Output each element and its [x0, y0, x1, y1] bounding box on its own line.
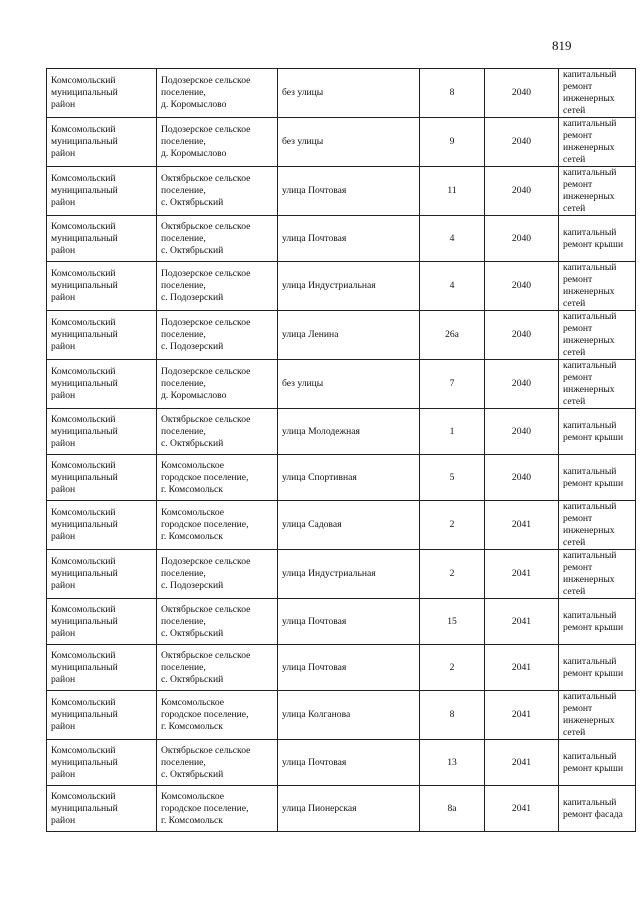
repair-year-cell: 2040 — [485, 216, 559, 262]
district-cell-line: район — [51, 673, 76, 685]
district-cell-line: Комсомольский — [51, 790, 116, 802]
district-cell — [47, 691, 157, 740]
house-number-cell: 2 — [420, 501, 485, 550]
repair-year-cell: 2041 — [485, 740, 559, 786]
district-cell-line: муниципальный — [51, 185, 118, 196]
settlement-cell — [157, 691, 278, 740]
work-type-cell-line: капитальный — [563, 118, 617, 129]
work-type-cell-line: инженерных — [563, 574, 615, 585]
district-cell-line: муниципальный — [51, 378, 118, 389]
settlement-cell-line: с. Подозерский — [161, 292, 224, 303]
district-cell-line: муниципальный — [51, 519, 118, 530]
work-type-cell — [559, 691, 636, 740]
work-type-cell — [559, 69, 636, 118]
settlement-cell-line: поселение, — [161, 136, 206, 147]
work-type-cell-line: ремонт крыши — [563, 431, 624, 443]
work-type-cell — [559, 550, 636, 599]
settlement-cell-line: Комсомольское — [161, 459, 224, 471]
settlement-cell-line: городское поселение, — [161, 519, 249, 530]
work-type-cell — [559, 216, 636, 262]
district-cell-line: муниципальный — [51, 568, 118, 579]
house-number-cell: 1 — [420, 409, 485, 455]
work-type-cell — [559, 501, 636, 550]
settlement-cell-line: Подозерское сельское — [161, 317, 251, 328]
work-type-cell-line: капитальный — [563, 796, 617, 808]
street-cell: без улицы — [278, 69, 420, 118]
work-type-cell-line: инженерных — [563, 93, 615, 104]
district-cell-line: Комсомольский — [51, 649, 116, 661]
house-number-cell: 26а — [420, 311, 485, 360]
street-cell: улица Почтовая — [278, 167, 420, 216]
settlement-cell — [157, 786, 278, 832]
settlement-cell-line: Октябрьское сельское — [161, 413, 251, 425]
district-cell-line: муниципальный — [51, 280, 118, 291]
table-row — [47, 599, 636, 645]
settlement-cell — [157, 599, 278, 645]
settlement-cell-line: поселение, — [161, 280, 206, 291]
district-cell — [47, 501, 157, 550]
street-cell: улица Почтовая — [278, 216, 420, 262]
work-type-cell — [559, 645, 636, 691]
settlement-cell-line: г. Комсомольск — [161, 483, 223, 495]
settlement-cell — [157, 501, 278, 550]
repair-year-cell: 2040 — [485, 311, 559, 360]
work-type-cell-line: сетей — [563, 154, 586, 165]
work-type-cell-line: капитальный — [563, 311, 617, 322]
district-cell-line: Комсомольский — [51, 75, 116, 86]
district-cell — [47, 409, 157, 455]
work-type-cell-line: ремонт — [563, 130, 593, 141]
work-type-cell-line: ремонт — [563, 703, 593, 714]
district-cell-line: Комсомольский — [51, 507, 116, 518]
district-cell-line: район — [51, 341, 76, 352]
settlement-cell-line: поселение, — [161, 756, 206, 768]
work-type-cell-line: сетей — [563, 203, 586, 214]
repair-year-cell: 2040 — [485, 262, 559, 311]
work-type-cell-line: сетей — [563, 347, 586, 358]
settlement-cell-line: г. Комсомольск — [161, 721, 223, 732]
work-type-cell-line: капитальный — [563, 501, 617, 512]
district-cell — [47, 69, 157, 118]
district-cell — [47, 786, 157, 832]
work-type-cell-line: капитальный — [563, 691, 617, 702]
repair-year-cell: 2040 — [485, 118, 559, 167]
settlement-cell-line: г. Комсомольск — [161, 531, 223, 542]
work-type-cell-line: капитальный — [563, 167, 617, 178]
district-cell-line: район — [51, 483, 76, 495]
district-cell-line: район — [51, 99, 76, 110]
district-cell — [47, 311, 157, 360]
district-cell-line: Комсомольский — [51, 459, 116, 471]
district-cell — [47, 455, 157, 501]
district-cell-line: Комсомольский — [51, 366, 116, 377]
district-cell — [47, 216, 157, 262]
table-row — [47, 501, 636, 550]
settlement-cell-line: д. Коромыслово — [161, 99, 227, 110]
street-cell: улица Спортивная — [278, 455, 420, 501]
work-type-cell-line: капитальный — [563, 465, 617, 477]
house-number-cell: 8 — [420, 69, 485, 118]
work-type-cell-line: инженерных — [563, 142, 615, 153]
house-number-cell: 4 — [420, 216, 485, 262]
house-number-cell: 4 — [420, 262, 485, 311]
street-cell: улица Индустриальная — [278, 550, 420, 599]
work-type-cell-line: инженерных — [563, 335, 615, 346]
work-type-cell — [559, 262, 636, 311]
district-cell — [47, 262, 157, 311]
repair-year-cell: 2040 — [485, 69, 559, 118]
work-type-cell-line: ремонт — [563, 513, 593, 524]
work-type-cell-line: сетей — [563, 105, 586, 116]
district-cell-line: Комсомольский — [51, 173, 116, 184]
settlement-cell-line: с. Октябрьский — [161, 437, 224, 449]
settlement-cell-line: поселение, — [161, 329, 206, 340]
page-number: 819 — [552, 38, 572, 53]
work-type-cell — [559, 409, 636, 455]
work-type-cell-line: сетей — [563, 396, 586, 407]
settlement-cell — [157, 740, 278, 786]
street-cell: улица Садовая — [278, 501, 420, 550]
work-type-cell-line: ремонт крыши — [563, 667, 624, 679]
house-number-cell: 11 — [420, 167, 485, 216]
house-number-cell: 2 — [420, 550, 485, 599]
district-cell-line: район — [51, 244, 76, 256]
work-type-cell-line: сетей — [563, 586, 586, 597]
work-type-cell — [559, 360, 636, 409]
district-cell — [47, 599, 157, 645]
work-type-cell — [559, 311, 636, 360]
settlement-cell — [157, 455, 278, 501]
settlement-cell-line: с. Октябрьский — [161, 673, 224, 685]
work-type-cell-line: капитальный — [563, 655, 617, 667]
repair-year-cell: 2041 — [485, 786, 559, 832]
repair-year-cell: 2041 — [485, 599, 559, 645]
district-cell-line: район — [51, 721, 76, 732]
work-type-cell-line: ремонт — [563, 323, 593, 334]
repair-year-cell: 2040 — [485, 167, 559, 216]
settlement-cell-line: поселение, — [161, 185, 206, 196]
district-cell-line: Комсомольский — [51, 124, 116, 135]
repair-year-cell: 2041 — [485, 501, 559, 550]
table-row — [47, 645, 636, 691]
settlement-cell-line: Октябрьское сельское — [161, 220, 251, 232]
work-type-cell-line: ремонт — [563, 179, 593, 190]
work-type-cell-line: капитальный — [563, 360, 617, 371]
work-type-cell-line: ремонт — [563, 562, 593, 573]
settlement-cell — [157, 409, 278, 455]
settlement-cell-line: городское поселение, — [161, 471, 249, 483]
settlement-cell-line: Октябрьское сельское — [161, 649, 251, 661]
settlement-cell-line: поселение, — [161, 378, 206, 389]
house-number-cell: 8 — [420, 691, 485, 740]
street-cell: улица Молодежная — [278, 409, 420, 455]
district-cell-line: муниципальный — [51, 802, 118, 814]
settlement-cell-line: Октябрьское сельское — [161, 173, 251, 184]
street-cell: улица Почтовая — [278, 740, 420, 786]
table-row — [47, 311, 636, 360]
work-type-cell-line: ремонт крыши — [563, 477, 624, 489]
repair-year-cell: 2041 — [485, 645, 559, 691]
work-type-cell — [559, 786, 636, 832]
district-cell — [47, 118, 157, 167]
district-cell-line: Комсомольский — [51, 556, 116, 567]
settlement-cell-line: с. Октябрьский — [161, 197, 224, 208]
work-type-cell-line: капитальный — [563, 550, 617, 561]
district-cell-line: район — [51, 627, 76, 639]
work-type-cell-line: сетей — [563, 298, 586, 309]
district-cell-line: Комсомольский — [51, 744, 116, 756]
settlement-cell-line: городское поселение, — [161, 709, 249, 720]
settlement-cell-line: городское поселение, — [161, 802, 249, 814]
table-row — [47, 167, 636, 216]
work-type-cell — [559, 740, 636, 786]
district-cell-line: муниципальный — [51, 709, 118, 720]
house-number-cell: 13 — [420, 740, 485, 786]
street-cell: без улицы — [278, 118, 420, 167]
settlement-cell-line: д. Коромыслово — [161, 390, 227, 401]
street-cell: улица Почтовая — [278, 645, 420, 691]
work-type-cell — [559, 455, 636, 501]
settlement-cell-line: Подозерское сельское — [161, 366, 251, 377]
work-type-cell-line: инженерных — [563, 191, 615, 202]
table-row — [47, 550, 636, 599]
district-cell-line: район — [51, 197, 76, 208]
district-cell-line: муниципальный — [51, 232, 118, 244]
work-type-cell-line: сетей — [563, 537, 586, 548]
district-cell-line: муниципальный — [51, 329, 118, 340]
house-number-cell: 7 — [420, 360, 485, 409]
work-type-cell-line: ремонт — [563, 274, 593, 285]
work-type-cell-line: инженерных — [563, 384, 615, 395]
district-cell-line: муниципальный — [51, 471, 118, 483]
work-type-cell — [559, 167, 636, 216]
settlement-cell — [157, 216, 278, 262]
work-type-cell — [559, 599, 636, 645]
street-cell: улица Индустриальная — [278, 262, 420, 311]
housing-repair-table — [46, 68, 636, 832]
settlement-cell-line: Подозерское сельское — [161, 75, 251, 86]
work-type-cell-line: инженерных — [563, 715, 615, 726]
settlement-cell-line: поселение, — [161, 568, 206, 579]
district-cell — [47, 645, 157, 691]
work-type-cell-line: ремонт — [563, 372, 593, 383]
settlement-cell — [157, 262, 278, 311]
district-cell-line: муниципальный — [51, 87, 118, 98]
settlement-cell — [157, 360, 278, 409]
settlement-cell-line: Комсомольское — [161, 790, 224, 802]
work-type-cell-line: инженерных — [563, 286, 615, 297]
settlement-cell — [157, 311, 278, 360]
district-cell — [47, 740, 157, 786]
work-type-cell-line: ремонт крыши — [563, 238, 624, 250]
district-cell-line: район — [51, 814, 76, 826]
repair-year-cell: 2040 — [485, 360, 559, 409]
district-cell-line: район — [51, 437, 76, 449]
table-row — [47, 691, 636, 740]
repair-year-cell: 2041 — [485, 691, 559, 740]
settlement-cell — [157, 645, 278, 691]
settlement-cell-line: Подозерское сельское — [161, 268, 251, 279]
street-cell: улица Пионерская — [278, 786, 420, 832]
settlement-cell-line: Комсомольское — [161, 697, 224, 708]
work-type-cell-line: капитальный — [563, 262, 617, 273]
district-cell-line: Комсомольский — [51, 413, 116, 425]
district-cell-line: муниципальный — [51, 756, 118, 768]
settlement-cell — [157, 118, 278, 167]
district-cell-line: район — [51, 768, 76, 780]
district-cell-line: район — [51, 390, 76, 401]
table-row — [47, 216, 636, 262]
table-row — [47, 360, 636, 409]
work-type-cell-line: ремонт крыши — [563, 621, 624, 633]
district-cell-line: муниципальный — [51, 136, 118, 147]
district-cell-line: Комсомольский — [51, 268, 116, 279]
district-cell — [47, 550, 157, 599]
house-number-cell: 9 — [420, 118, 485, 167]
district-cell-line: Комсомольский — [51, 220, 116, 232]
house-number-cell: 15 — [420, 599, 485, 645]
work-type-cell-line: капитальный — [563, 609, 617, 621]
table-row — [47, 455, 636, 501]
settlement-cell-line: Подозерское сельское — [161, 556, 251, 567]
district-cell — [47, 360, 157, 409]
street-cell: улица Ленина — [278, 311, 420, 360]
district-cell-line: муниципальный — [51, 615, 118, 627]
settlement-cell-line: Октябрьское сельское — [161, 744, 251, 756]
district-cell-line: Комсомольский — [51, 697, 116, 708]
district-cell-line: район — [51, 580, 76, 591]
district-cell-line: район — [51, 148, 76, 159]
settlement-cell — [157, 69, 278, 118]
settlement-cell-line: поселение, — [161, 425, 206, 437]
table-row — [47, 786, 636, 832]
district-cell-line: район — [51, 531, 76, 542]
district-cell-line: район — [51, 292, 76, 303]
settlement-cell-line: Октябрьское сельское — [161, 603, 251, 615]
settlement-cell-line: с. Октябрьский — [161, 768, 224, 780]
table-row — [47, 262, 636, 311]
settlement-cell-line: с. Октябрьский — [161, 627, 224, 639]
work-type-cell-line: капитальный — [563, 419, 617, 431]
settlement-cell-line: Подозерское сельское — [161, 124, 251, 135]
work-type-cell-line: сетей — [563, 727, 586, 738]
work-type-cell-line: ремонт фасада — [563, 808, 623, 820]
district-cell-line: Комсомольский — [51, 603, 116, 615]
district-cell-line: муниципальный — [51, 425, 118, 437]
table-row — [47, 69, 636, 118]
table-row — [47, 409, 636, 455]
settlement-cell-line: с. Подозерский — [161, 580, 224, 591]
house-number-cell: 2 — [420, 645, 485, 691]
settlement-cell — [157, 550, 278, 599]
settlement-cell-line: поселение, — [161, 615, 206, 627]
street-cell: без улицы — [278, 360, 420, 409]
table-body — [47, 69, 636, 832]
repair-year-cell: 2041 — [485, 550, 559, 599]
district-cell-line: Комсомольский — [51, 317, 116, 328]
street-cell: улица Почтовая — [278, 599, 420, 645]
work-type-cell-line: ремонт крыши — [563, 762, 624, 774]
settlement-cell-line: с. Октябрьский — [161, 244, 224, 256]
repair-year-cell: 2040 — [485, 455, 559, 501]
work-type-cell-line: капитальный — [563, 226, 617, 238]
house-number-cell: 5 — [420, 455, 485, 501]
work-type-cell-line: капитальный — [563, 750, 617, 762]
settlement-cell — [157, 167, 278, 216]
district-cell — [47, 167, 157, 216]
house-number-cell: 8а — [420, 786, 485, 832]
settlement-cell-line: поселение, — [161, 661, 206, 673]
work-type-cell-line: инженерных — [563, 525, 615, 536]
district-cell-line: муниципальный — [51, 661, 118, 673]
work-type-cell — [559, 118, 636, 167]
settlement-cell-line: Комсомольское — [161, 507, 224, 518]
settlement-cell-line: г. Комсомольск — [161, 814, 223, 826]
settlement-cell-line: с. Подозерский — [161, 341, 224, 352]
settlement-cell-line: поселение, — [161, 87, 206, 98]
street-cell: улица Колганова — [278, 691, 420, 740]
settlement-cell-line: д. Коромыслово — [161, 148, 227, 159]
work-type-cell-line: ремонт — [563, 81, 593, 92]
table-row — [47, 118, 636, 167]
work-type-cell-line: капитальный — [563, 69, 617, 80]
repair-year-cell: 2040 — [485, 409, 559, 455]
table-row — [47, 740, 636, 786]
settlement-cell-line: поселение, — [161, 232, 206, 244]
